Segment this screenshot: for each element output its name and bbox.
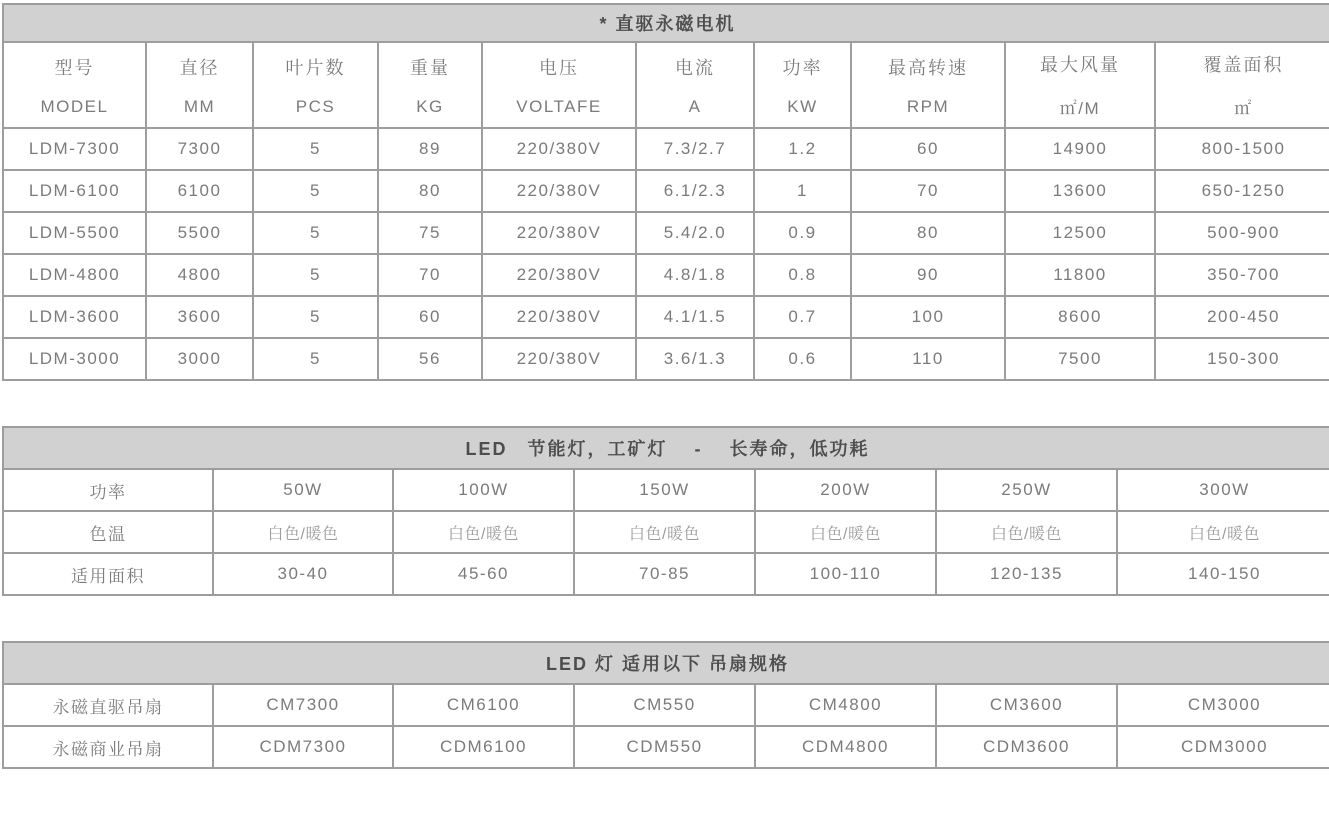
cell-diameter: 3600 — [146, 296, 253, 338]
cell-area: 45-60 — [393, 553, 574, 595]
cell-voltage: 220/380V — [482, 254, 636, 296]
cell-power-watt: 200W — [755, 469, 936, 511]
led-area-row — [3, 553, 1329, 595]
column-header-cn: 最高转速 — [888, 57, 968, 78]
cell-max-airflow: 12500 — [1005, 212, 1155, 254]
cell-power: 0.9 — [754, 212, 851, 254]
cell-power: 0.7 — [754, 296, 851, 338]
cell-power: 1 — [754, 170, 851, 212]
column-header-blades — [253, 42, 378, 128]
cell-color-temp: 白色/暖色 — [1117, 511, 1329, 553]
cell-power-watt: 300W — [1117, 469, 1329, 511]
cell-coverage: 350-700 — [1155, 254, 1329, 296]
cell-blades: 5 — [253, 128, 378, 170]
column-header-en: ㎡/M — [1059, 99, 1101, 118]
motor-row-ldm4800 — [3, 254, 1329, 296]
cell-voltage: 220/380V — [482, 170, 636, 212]
cell-fan-model: CM4800 — [755, 684, 936, 726]
cell-color-temp: 白色/暖色 — [574, 511, 755, 553]
fan-table-title: LED 灯 适用以下 吊扇规格 — [3, 642, 1329, 684]
column-header-cn: 型号 — [54, 57, 95, 78]
cell-diameter: 4800 — [146, 254, 253, 296]
row-label-color-temp: 色温 — [3, 511, 213, 553]
column-header-current — [636, 42, 754, 128]
cell-max-speed: 60 — [851, 128, 1005, 170]
cell-power: 0.6 — [754, 338, 851, 380]
motor-row-ldm6100 — [3, 170, 1329, 212]
cell-fan-model: CDM6100 — [393, 726, 574, 768]
motor-row-ldm3000 — [3, 338, 1329, 380]
cell-color-temp: 白色/暖色 — [936, 511, 1117, 553]
motor-row-ldm3600 — [3, 296, 1329, 338]
cell-coverage: 650-1250 — [1155, 170, 1329, 212]
cell-max-airflow: 7500 — [1005, 338, 1155, 380]
cell-fan-model: CDM3600 — [936, 726, 1117, 768]
cell-color-temp: 白色/暖色 — [213, 511, 393, 553]
cell-fan-model: CM3000 — [1117, 684, 1329, 726]
cell-voltage: 220/380V — [482, 128, 636, 170]
cell-color-temp: 白色/暖色 — [755, 511, 936, 553]
cell-model: LDM-6100 — [3, 170, 146, 212]
cell-current: 5.4/2.0 — [636, 212, 754, 254]
column-header-weight — [378, 42, 482, 128]
cell-weight: 80 — [378, 170, 482, 212]
motor-row-ldm5500 — [3, 212, 1329, 254]
motor-spec-table — [2, 3, 1329, 381]
motor-table-title-row — [3, 4, 1329, 42]
cell-blades: 5 — [253, 254, 378, 296]
cell-fan-model: CDM4800 — [755, 726, 936, 768]
column-header-en: MM — [183, 96, 216, 116]
cell-blades: 5 — [253, 338, 378, 380]
row-label-direct-drive-fan: 永磁直驱吊扇 — [3, 684, 213, 726]
fan-commercial-row — [3, 726, 1329, 768]
cell-fan-model: CM7300 — [213, 684, 393, 726]
cell-fan-model: CM550 — [574, 684, 755, 726]
cell-current: 4.8/1.8 — [636, 254, 754, 296]
cell-blades: 5 — [253, 212, 378, 254]
cell-power: 1.2 — [754, 128, 851, 170]
motor-row-ldm7300 — [3, 128, 1329, 170]
row-label-area: 适用面积 — [3, 553, 213, 595]
column-header-model — [3, 42, 146, 128]
cell-weight: 75 — [378, 212, 482, 254]
cell-fan-model: CDM550 — [574, 726, 755, 768]
cell-coverage: 800-1500 — [1155, 128, 1329, 170]
led-light-table — [2, 426, 1329, 596]
cell-max-airflow: 8600 — [1005, 296, 1155, 338]
cell-current: 3.6/1.3 — [636, 338, 754, 380]
column-header-en: A — [688, 96, 702, 116]
cell-model: LDM-4800 — [3, 254, 146, 296]
cell-fan-model: CDM7300 — [213, 726, 393, 768]
column-header-cn: 叶片数 — [285, 57, 346, 78]
cell-color-temp: 白色/暖色 — [393, 511, 574, 553]
cell-coverage: 200-450 — [1155, 296, 1329, 338]
column-header-cn: 覆盖面积 — [1203, 55, 1284, 75]
column-header-en: MODEL — [40, 96, 109, 116]
cell-model: LDM-7300 — [3, 128, 146, 170]
cell-model: LDM-3000 — [3, 338, 146, 380]
cell-weight: 56 — [378, 338, 482, 380]
column-header-max-airflow — [1005, 42, 1155, 128]
cell-current: 7.3/2.7 — [636, 128, 754, 170]
column-header-cn: 电压 — [539, 57, 579, 78]
cell-blades: 5 — [253, 170, 378, 212]
column-header-cn: 重量 — [410, 57, 450, 78]
cell-max-speed: 90 — [851, 254, 1005, 296]
cell-max-speed: 80 — [851, 212, 1005, 254]
cell-power-watt: 100W — [393, 469, 574, 511]
fan-compatibility-table — [2, 641, 1329, 769]
cell-blades: 5 — [253, 296, 378, 338]
cell-diameter: 6100 — [146, 170, 253, 212]
cell-model: LDM-5500 — [3, 212, 146, 254]
column-header-coverage — [1155, 42, 1329, 128]
cell-coverage: 150-300 — [1155, 338, 1329, 380]
cell-area: 100-110 — [755, 553, 936, 595]
cell-voltage: 220/380V — [482, 338, 636, 380]
cell-area: 70-85 — [574, 553, 755, 595]
row-label-commercial-fan: 永磁商业吊扇 — [3, 726, 213, 768]
cell-weight: 89 — [378, 128, 482, 170]
led-power-row — [3, 469, 1329, 511]
row-label-power: 功率 — [3, 469, 213, 511]
cell-voltage: 220/380V — [482, 296, 636, 338]
column-header-power — [754, 42, 851, 128]
column-header-voltage — [482, 42, 636, 128]
cell-weight: 70 — [378, 254, 482, 296]
cell-max-speed: 70 — [851, 170, 1005, 212]
cell-current: 4.1/1.5 — [636, 296, 754, 338]
column-header-en: PCS — [295, 96, 336, 116]
column-header-cn: 功率 — [782, 57, 823, 78]
cell-max-speed: 110 — [851, 338, 1005, 380]
cell-power-watt: 250W — [936, 469, 1117, 511]
column-header-diameter — [146, 42, 253, 128]
cell-area: 120-135 — [936, 553, 1117, 595]
column-header-max-speed — [851, 42, 1005, 128]
motor-table-title: * 直驱永磁电机 — [3, 4, 1329, 42]
led-color-temp-row — [3, 511, 1329, 553]
column-header-en: KG — [416, 96, 444, 116]
cell-diameter: 5500 — [146, 212, 253, 254]
cell-diameter: 3000 — [146, 338, 253, 380]
cell-area: 140-150 — [1117, 553, 1329, 595]
column-header-en: ㎡ — [1234, 99, 1253, 118]
cell-model: LDM-3600 — [3, 296, 146, 338]
cell-power-watt: 50W — [213, 469, 393, 511]
column-header-en: VOLTAFE — [516, 96, 602, 116]
column-header-en: KW — [787, 96, 818, 116]
cell-max-airflow: 11800 — [1005, 254, 1155, 296]
cell-power: 0.8 — [754, 254, 851, 296]
cell-max-airflow: 13600 — [1005, 170, 1155, 212]
column-header-en: RPM — [906, 96, 950, 116]
led-table-title-row — [3, 427, 1329, 469]
cell-power-watt: 150W — [574, 469, 755, 511]
motor-table-header-row — [3, 42, 1329, 128]
cell-fan-model: CM3600 — [936, 684, 1117, 726]
led-table-title: LED 节能灯，工矿灯 - 长寿命，低功耗 — [3, 427, 1329, 469]
fan-table-title-row — [3, 642, 1329, 684]
column-header-cn: 电流 — [675, 57, 715, 78]
cell-current: 6.1/2.3 — [636, 170, 754, 212]
column-header-cn: 最大风量 — [1040, 55, 1120, 75]
cell-max-speed: 100 — [851, 296, 1005, 338]
cell-voltage: 220/380V — [482, 212, 636, 254]
cell-diameter: 7300 — [146, 128, 253, 170]
cell-fan-model: CM6100 — [393, 684, 574, 726]
column-header-cn: 直径 — [179, 57, 220, 78]
cell-max-airflow: 14900 — [1005, 128, 1155, 170]
cell-coverage: 500-900 — [1155, 212, 1329, 254]
cell-weight: 60 — [378, 296, 482, 338]
cell-area: 30-40 — [213, 553, 393, 595]
fan-direct-drive-row — [3, 684, 1329, 726]
cell-fan-model: CDM3000 — [1117, 726, 1329, 768]
